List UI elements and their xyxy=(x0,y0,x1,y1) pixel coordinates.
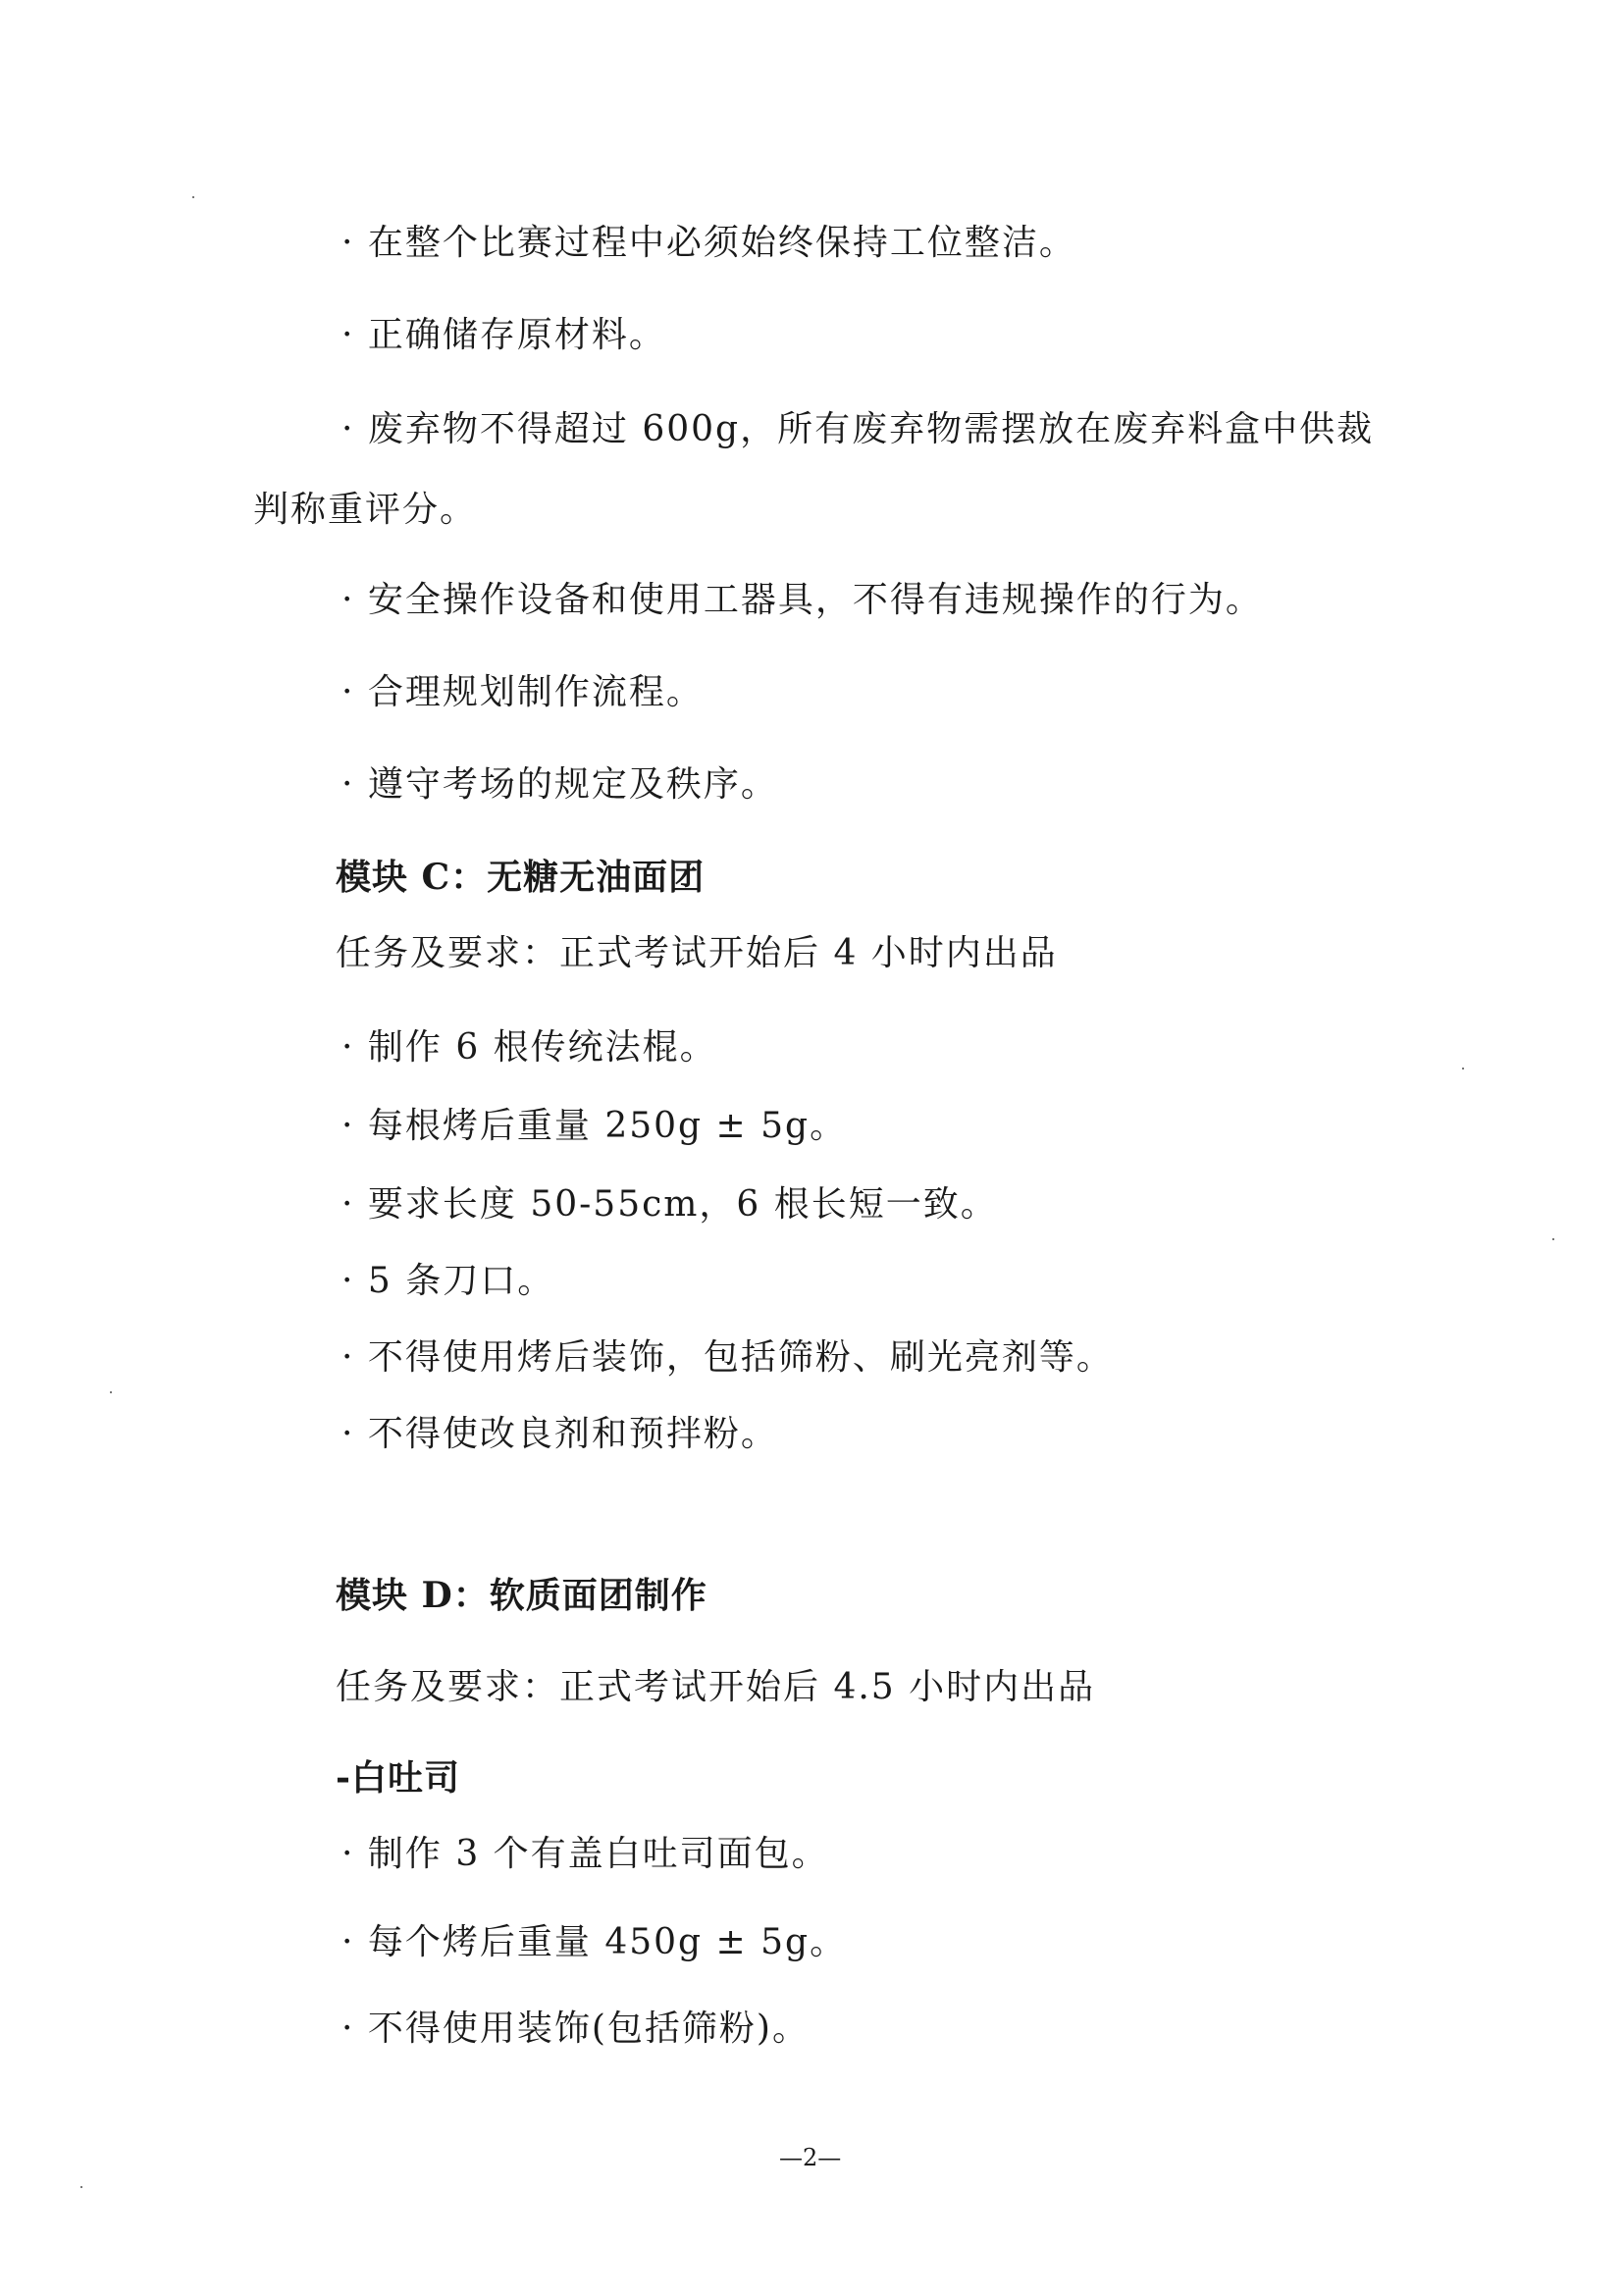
rule-line: · 废弃物不得超过 600g，所有废弃物需摆放在废弃料盒中供裁 xyxy=(341,409,1375,449)
module-c-item: · 要求长度 50-55cm，6 根长短一致。 xyxy=(341,1184,998,1225)
rule-line: · 安全操作设备和使用工器具，不得有违规操作的行为。 xyxy=(341,580,1263,620)
rule-line: · 遵守考场的规定及秩序。 xyxy=(341,764,778,805)
module-c-item: · 制作 6 根传统法棍。 xyxy=(341,1027,717,1068)
module-d-heading: 模块 D：软质面团制作 xyxy=(336,1575,707,1616)
module-d-item: · 每个烤后重量 450g ± 5g。 xyxy=(341,1922,848,1962)
rule-line-continuation: 判称重评分。 xyxy=(253,490,478,530)
scan-speck xyxy=(192,196,194,198)
scan-speck xyxy=(80,2186,82,2188)
module-c-heading: 模块 C：无糖无油面团 xyxy=(336,857,706,898)
module-c-item: · 每根烤后重量 250g ± 5g。 xyxy=(341,1106,848,1146)
scan-speck xyxy=(1552,1238,1554,1240)
module-d-task: 任务及要求：正式考试开始后 4.5 小时内出品 xyxy=(336,1667,1096,1707)
module-c-item: · 不得使改良剂和预拌粉。 xyxy=(341,1414,778,1454)
rule-line: · 合理规划制作流程。 xyxy=(341,672,704,712)
module-d-item: · 不得使用装饰(包括筛粉)。 xyxy=(341,2009,810,2049)
module-c-task: 任务及要求：正式考试开始后 4 小时内出品 xyxy=(336,933,1058,973)
scan-speck xyxy=(110,1391,112,1393)
rule-line: · 在整个比赛过程中必须始终保持工位整洁。 xyxy=(341,223,1076,263)
rule-line: · 正确储存原材料。 xyxy=(341,315,666,355)
module-c-item: · 不得使用烤后装饰，包括筛粉、刷光亮剂等。 xyxy=(341,1337,1114,1378)
module-c-item: · 5 条刀口。 xyxy=(341,1261,555,1301)
module-d-item: · 制作 3 个有盖白吐司面包。 xyxy=(341,1834,829,1874)
page-number: —2— xyxy=(779,2144,842,2171)
scan-speck xyxy=(1462,1068,1464,1070)
module-d-subtitle: -白吐司 xyxy=(336,1757,460,1799)
